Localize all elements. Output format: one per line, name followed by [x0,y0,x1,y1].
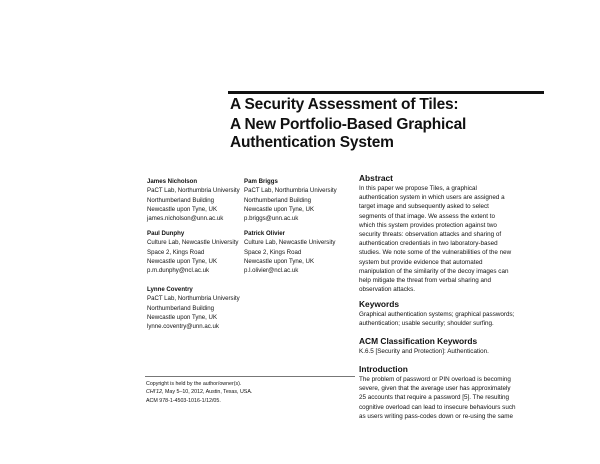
keywords-line: Graphical authentication systems; graphical passwords; [359,311,515,318]
author-name: Pam Briggs [244,178,278,185]
author-block-nicholson [147,177,240,223]
copyright-conference [146,388,252,396]
author-city: Newcastle upon Tyne, UK [147,257,218,265]
author-affiliation: PaCT Lab, Northumbria University [147,295,240,303]
author-name: Lynne Coventry [147,286,193,293]
copyright-block [146,380,252,405]
author-city: Newcastle upon Tyne, UK [147,313,218,321]
author-affiliation: PaCT Lab, Northumbria University [147,187,240,195]
author-block-coventry [147,285,240,331]
abstract-line: observation attacks. [359,286,416,294]
keywords-line: authentication; usable security; shoulder surfing. [359,320,494,328]
introduction-line: The problem of password or PIN overload is becoming [359,376,511,383]
title-line-3: Authentication System [230,134,394,151]
copyright-acm: ACM 978-1-4503-1016-1/12/05. [146,397,221,404]
author-city: Newcastle upon Tyne, UK [244,257,315,265]
author-affiliation: Culture Lab, Newcastle University [244,239,336,247]
acm-heading: ACM Classification Keywords [359,336,478,346]
introduction-line: severe, given that the average user has approximately [359,385,511,393]
abstract-heading: Abstract [359,173,393,183]
title-rule [228,91,544,94]
introduction-text [359,375,549,421]
abstract-line: studies. We note some of the vulnerabilities of the new [359,249,512,257]
title-line-2: A New Portfolio-Based Graphical [230,116,467,133]
author-city: Newcastle upon Tyne, UK [244,205,315,213]
abstract-line: target image and subsequently asked to select [359,203,489,211]
copyright-rule [145,376,355,377]
author-block-dunphy [147,229,238,275]
abstract-line: help mitigate the threat from verbal sharing and [359,277,491,285]
author-affiliation: PaCT Lab, Northumbria University [244,187,337,195]
author-affiliation: Culture Lab, Newcastle University [147,239,239,247]
author-block-olivier [244,229,335,275]
author-block-briggs [244,177,337,223]
author-city: Newcastle upon Tyne, UK [147,205,218,213]
introduction-line: 25 accounts that require a password [5]. The resulting [359,394,510,402]
abstract-line: security threats: observation attacks and sharing of [359,231,502,239]
abstract-line: manipulation of the similarity of the decoy images can [359,267,509,275]
introduction-line: cognitive overload can lead to insecure behaviours such [359,403,516,411]
author-email: p.l.olivier@ncl.ac.uk [244,267,299,275]
conference-name: CHI'12 [146,389,163,396]
title-line-1: A Security Assessment of Tiles: [230,96,459,113]
author-name: James Nicholson [147,178,198,185]
acm-text [359,347,549,356]
author-name: Paul Dunphy [147,230,185,237]
author-address: Space 2, Kings Road [147,248,205,256]
conference-details: , May 5–10, 2012, Austin, Texas, USA. [162,389,253,396]
introduction-line: as users writing pass-codes down or re-using the same [359,412,513,420]
author-address: Northumberland Building [147,304,215,312]
keywords-heading: Keywords [359,299,400,309]
abstract-text [359,184,549,294]
abstract-line: In this paper we propose Tiles, a graphical [359,185,477,192]
abstract-line: system but provide evidence that automated [359,258,483,266]
introduction-heading: Introduction [359,364,408,374]
author-email: lynne.coventry@unn.ac.uk [147,323,219,331]
author-name: Patrick Olivier [244,230,285,237]
author-address: Northumberland Building [147,196,215,204]
author-email: james.nicholson@unn.ac.uk [147,215,224,223]
author-address: Northumberland Building [244,196,312,204]
abstract-line: segments of that image. We assess the extent to [359,212,496,220]
abstract-line: which this system provides protection against two [359,221,497,229]
abstract-line: authentication system in which users are assigned a [359,194,505,202]
author-address: Space 2, Kings Road [244,248,302,256]
acm-line: K.6.5 [Security and Protection]: Authentication. [359,348,489,355]
abstract-line: authentication credentials in two laboratory-based [359,240,498,248]
keywords-text [359,310,549,328]
author-email: p.m.dunphy@ncl.ac.uk [147,267,210,275]
copyright-line: Copyright is held by the author/owner(s). [146,381,242,387]
author-email: p.briggs@unn.ac.uk [244,215,299,223]
